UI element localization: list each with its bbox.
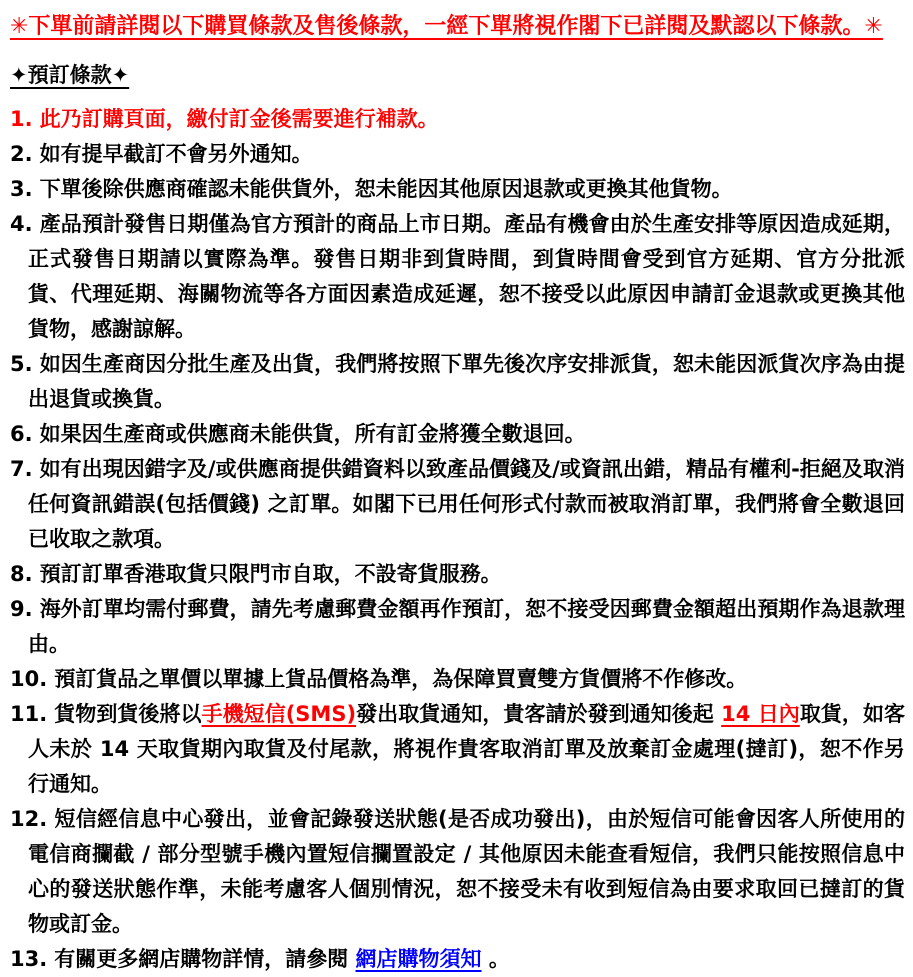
term-text: 如有出現因錯字及/或供應商提供錯資料以致產品價錢及/或資訊出錯，精品有權利-拒絕及取消任何資訊錯誤(包括價錢) 之訂單。如閣下已用任何形式付款而被取消訂單，我們將會全數退回已收取之款項。 <box>28 457 905 551</box>
store-shopping-guide-link[interactable]: 網店購物須知 <box>355 947 482 971</box>
term-item-1 <box>10 102 905 137</box>
term-item-12 <box>10 802 905 942</box>
term-text: 如果因生產商或供應商未能供貨，所有訂金將獲全數退回。 <box>39 422 586 446</box>
term-text: 取貨，如客人未於 14 天取貨期內取貨及付尾款，將視作貴客取消訂單及放棄訂金處理(撻訂)，恕不作另行通知。 <box>28 702 906 796</box>
term-number: 7. <box>10 457 33 481</box>
term-text: 發出取貨通知，貴客請於發到通知後起 <box>356 702 722 726</box>
term-number: 5. <box>10 352 33 376</box>
pickup-deadline-emphasis: 14 日內 <box>721 702 800 726</box>
section-title: ✦預訂條款✦ <box>10 63 130 87</box>
term-item-10 <box>10 662 905 697</box>
term-number: 11. <box>10 702 48 726</box>
term-text: 海外訂單均需付郵費，請先考慮郵費金額再作預訂，恕不接受因郵費金額超出預期作為退款理由。 <box>28 597 905 656</box>
term-number: 10. <box>10 667 48 691</box>
term-number: 1. <box>10 107 33 131</box>
term-text: 短信經信息中心發出，並會記錄發送狀態(是否成功發出)，由於短信可能會因客人所使用的電信商攔截 / 部分型號手機內置短信攔置設定 / 其他原因未能查看短信，我們只能按照信息中心的發送狀態作準，未能考慮客人個別情況，恕不接受未有收到短信為由要求取回已撻訂的貨物或訂金。 <box>28 807 905 936</box>
term-item-3 <box>10 172 905 207</box>
term-text: 此乃訂購頁面，繳付訂金後需要進行補款。 <box>39 107 439 131</box>
term-text: 預訂貨品之單價以單據上貨品價格為準，為保障買賣雙方貨價將不作修改。 <box>54 667 748 691</box>
term-text: 有關更多網店購物詳情，請參閱 <box>54 947 356 971</box>
term-text: 貨物到貨後將以 <box>54 702 202 726</box>
term-item-4 <box>10 207 905 347</box>
term-text: 。 <box>481 947 510 971</box>
term-number: 12. <box>10 807 48 831</box>
term-text: 如有提早截訂不會另外通知。 <box>39 142 313 166</box>
term-text: 下單後除供應商確認未能供貨外，恕未能因其他原因退款或更換其他貨物。 <box>39 177 733 201</box>
term-item-7 <box>10 452 905 557</box>
term-item-6 <box>10 417 905 452</box>
term-item-8 <box>10 557 905 592</box>
term-number: 9. <box>10 597 33 621</box>
term-item-9 <box>10 592 905 662</box>
term-number: 3. <box>10 177 33 201</box>
term-text: 產品預計發售日期僅為官方預計的商品上市日期。產品有機會由於生產安排等原因造成延期，正式發售日期請以實際為準。發售日期非到貨時間，到貨時間會受到官方延期、官方分批派貨、代理延期、海關物流等各方面因素造成延遲，恕不接受以此原因申請訂金退款或更換其他貨物，感謝諒解。 <box>28 212 905 341</box>
term-item-2 <box>10 137 905 172</box>
term-item-11 <box>10 697 905 802</box>
notice-header: ✳下單前請詳閱以下購買條款及售後條款，一經下單將視作閣下已詳閱及默認以下條款。✳ <box>10 14 883 39</box>
term-number: 13. <box>10 947 48 971</box>
term-number: 8. <box>10 562 33 586</box>
term-number: 6. <box>10 422 33 446</box>
terms-list <box>10 102 905 977</box>
term-text: 如因生產商因分批生產及出貨，我們將按照下單先後次序安排派貨，恕未能因派貨次序為由提出退貨或換貨。 <box>28 352 905 411</box>
sms-emphasis: 手機短信(SMS) <box>201 702 357 726</box>
term-item-5 <box>10 347 905 417</box>
term-number: 4. <box>10 212 33 236</box>
term-number: 2. <box>10 142 33 166</box>
term-item-13 <box>10 942 905 977</box>
term-text: 預訂訂單香港取貨只限門市自取，不設寄貨服務。 <box>39 562 502 586</box>
